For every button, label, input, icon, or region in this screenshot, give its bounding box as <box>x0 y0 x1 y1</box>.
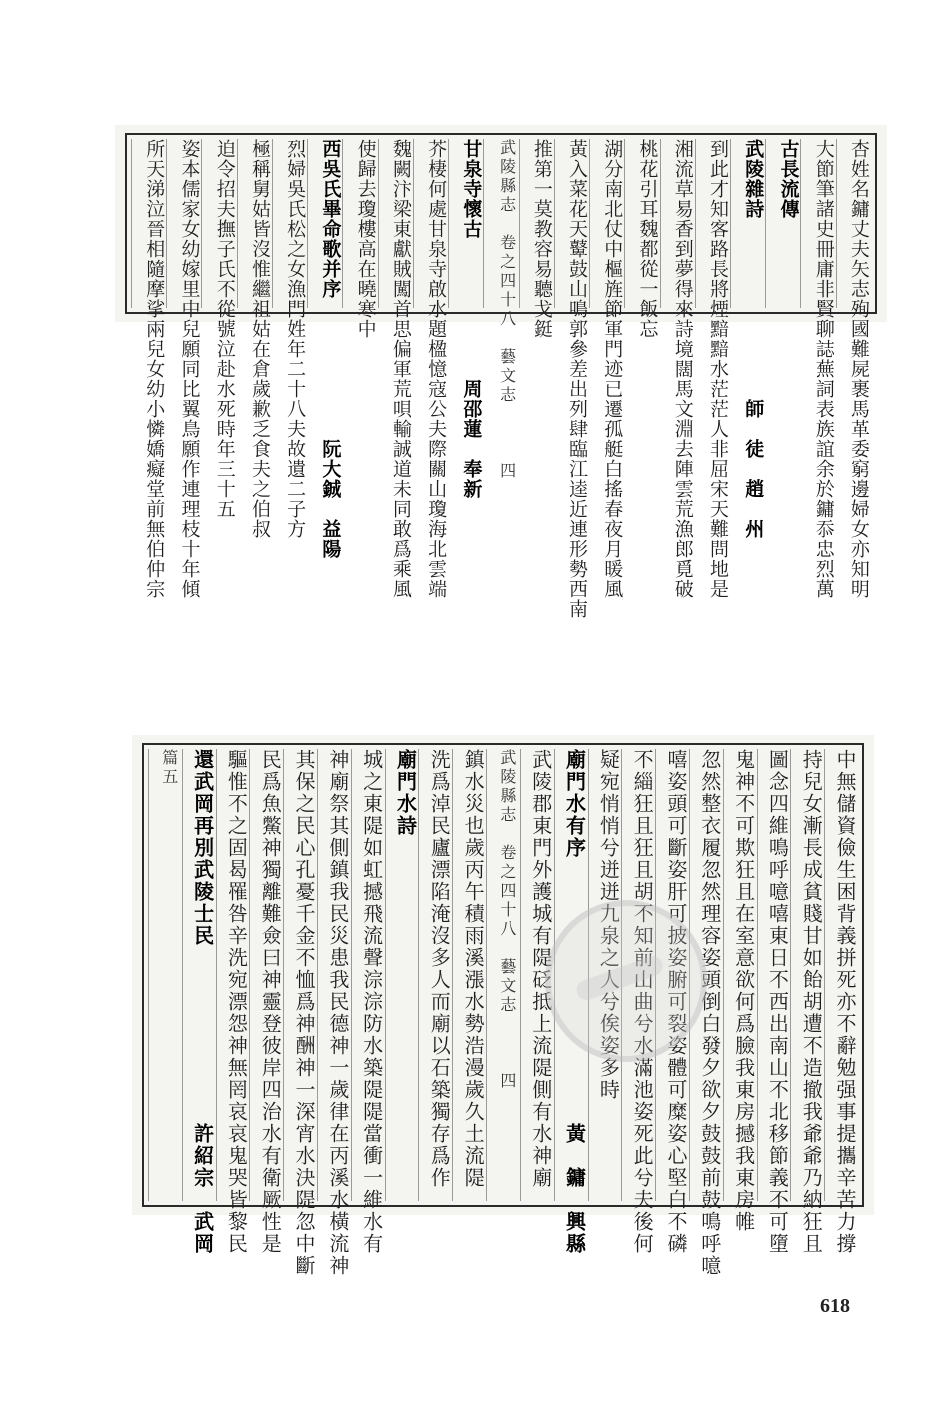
text-line: 民爲魚鱉神獨離難僉曰神靈登彼岸四治水有衛厥性是 <box>249 749 283 1201</box>
bottom-page-text-columns <box>148 749 858 1277</box>
poem-title: 武陵雜詩 師 徒 趙 州 <box>730 139 765 308</box>
text-line: 城之東隄如虹撼飛流聲淙淙防水築隄隄當衝一維水有 <box>351 749 385 1201</box>
text-line: 推第一莫教容易聽戈鋌 <box>519 139 554 308</box>
text-line: 古長流傳 <box>765 139 800 308</box>
poem-title: 甘泉寺懷古 周邵蓮 奉新 <box>448 139 483 308</box>
text-line: 杏姓名鏞丈夫矢志殉國難屍裹馬革委窮邊婦女亦知明 <box>836 139 871 308</box>
text-line: 忽然整衣履忽然理容姿頭倒白發夕欲夕鼓鼓前鼓鳴呼噫 <box>689 749 723 1201</box>
text-line: 使歸去瓊樓高在曉寒中 <box>342 139 377 308</box>
text-line: 圖念四維鳴呼噫嘻東日不西出南山不北移節義不可墮 <box>757 749 791 1201</box>
text-line: 湘流草易香到夢得來詩境闊馬文淵去陣雲荒漁郎覓破 <box>660 139 695 308</box>
text-line: 大節筆諸史冊庸非賢聊誌蕪詞表族誼余於鏞忝忠烈萬 <box>800 139 835 308</box>
top-page-scan <box>115 125 887 619</box>
text-line: 神廟祭其側鎮我民災患我民德神一歲律在丙溪水橫流神 <box>317 749 351 1201</box>
text-line: 不緇狂且狂且胡不知前山曲兮水滿池姿死此兮夫後何 <box>621 749 655 1201</box>
text-line: 其保之民心孔憂千金不恤爲神酬神一深宵水決隄忽中斷 <box>283 749 317 1201</box>
text-line: 洗爲淖民廬漂陷淹沒多人而廟以石築獨存爲作 <box>418 749 452 1201</box>
page-margin-header: 武陵縣志 卷之四十八 藝文志 四 <box>483 139 518 308</box>
poem-title: 西吳氏畢命歌并序 阮大鋮 益陽 <box>307 139 342 308</box>
text-line: 所天涕泣晉相隨摩挲兩兒女幼小憐嬌癡堂前無伯仲宗 <box>131 139 166 308</box>
poem-title: 還武岡再別武陵士民 許紹宗 武岡 <box>182 749 216 1201</box>
text-line: 芥棲何處甘泉寺啟水題楹憶寇公夫際關山瓊海北雲端 <box>413 139 448 308</box>
text-line: 鎮水災也歲丙午積雨溪漲水勢浩漫歲久土流隄 <box>452 749 486 1201</box>
page-margin-label: 篇五 <box>148 749 182 1201</box>
text-line: 持兒女漸長成貧賤甘如飴胡遭不造撤我爺爺乃納狂且 <box>790 749 824 1201</box>
text-line: 疑宛悄悄兮迸迸九泉之人兮俟姿多時 <box>588 749 622 1201</box>
text-line: 嘻姿頭可斷姿肝可披姿腑可裂姿體可糜姿心堅白不磷 <box>655 749 689 1201</box>
top-page-text-columns <box>131 139 871 619</box>
text-line: 鬼神不可欺狂且在室意欲何爲臉我東房撼我東房帷 <box>723 749 757 1201</box>
text-line: 桃花引耳魏都從一飯忘 <box>624 139 659 308</box>
text-line: 烈婦吳氏松之女漁門姓年二十八夫故遺二子方 <box>272 139 307 308</box>
text-line: 中無儲資儉生困背義拼死亦不辭勉强事提攜辛苦力撐 <box>824 749 858 1201</box>
text-line: 迫令招夫撫子氏不從號泣赴水死時年三十五 <box>201 139 236 308</box>
text-line: 武陵郡東門外護城有隄砭抵上流隄側有水神廟 <box>520 749 554 1201</box>
poem-title: 廟門水詩 <box>385 749 419 1201</box>
text-line: 湖分南北仗中樞旌節軍門迹已遷孤艇白搖春夜月暖風 <box>589 139 624 308</box>
text-line: 極稱舅姑皆沒惟繼祖姑在倉歲歉乏食夫之伯叔 <box>237 139 272 308</box>
bottom-page-scan <box>132 735 874 1277</box>
text-line: 黃入菜花天鼙鼓山鳴郭參差出列肆臨江逵近連形勢西南 <box>554 139 589 308</box>
text-line: 魏闕汴梁東獻賊闖首思偏軍荒唄輸誠道未同敢爲乘風 <box>378 139 413 308</box>
text-line: 到此才知客路長將煙黯黯水茫茫人非屈宋天難問地是 <box>695 139 730 308</box>
text-line: 驅惟不之固曷罹咎辛洗宛漂怨神無罔哀哀鬼哭皆黎民 <box>216 749 250 1201</box>
page-number: 618 <box>820 1295 850 1317</box>
poem-title: 廟門水有序 黃 鏞 興縣 <box>554 749 588 1201</box>
text-line: 姿本儒家女幼嫁里中兒願同比翼鳥願作連理枝十年傾 <box>166 139 201 308</box>
page-margin-header: 武陵縣志 卷之四十八 藝文志 四 <box>486 749 520 1201</box>
